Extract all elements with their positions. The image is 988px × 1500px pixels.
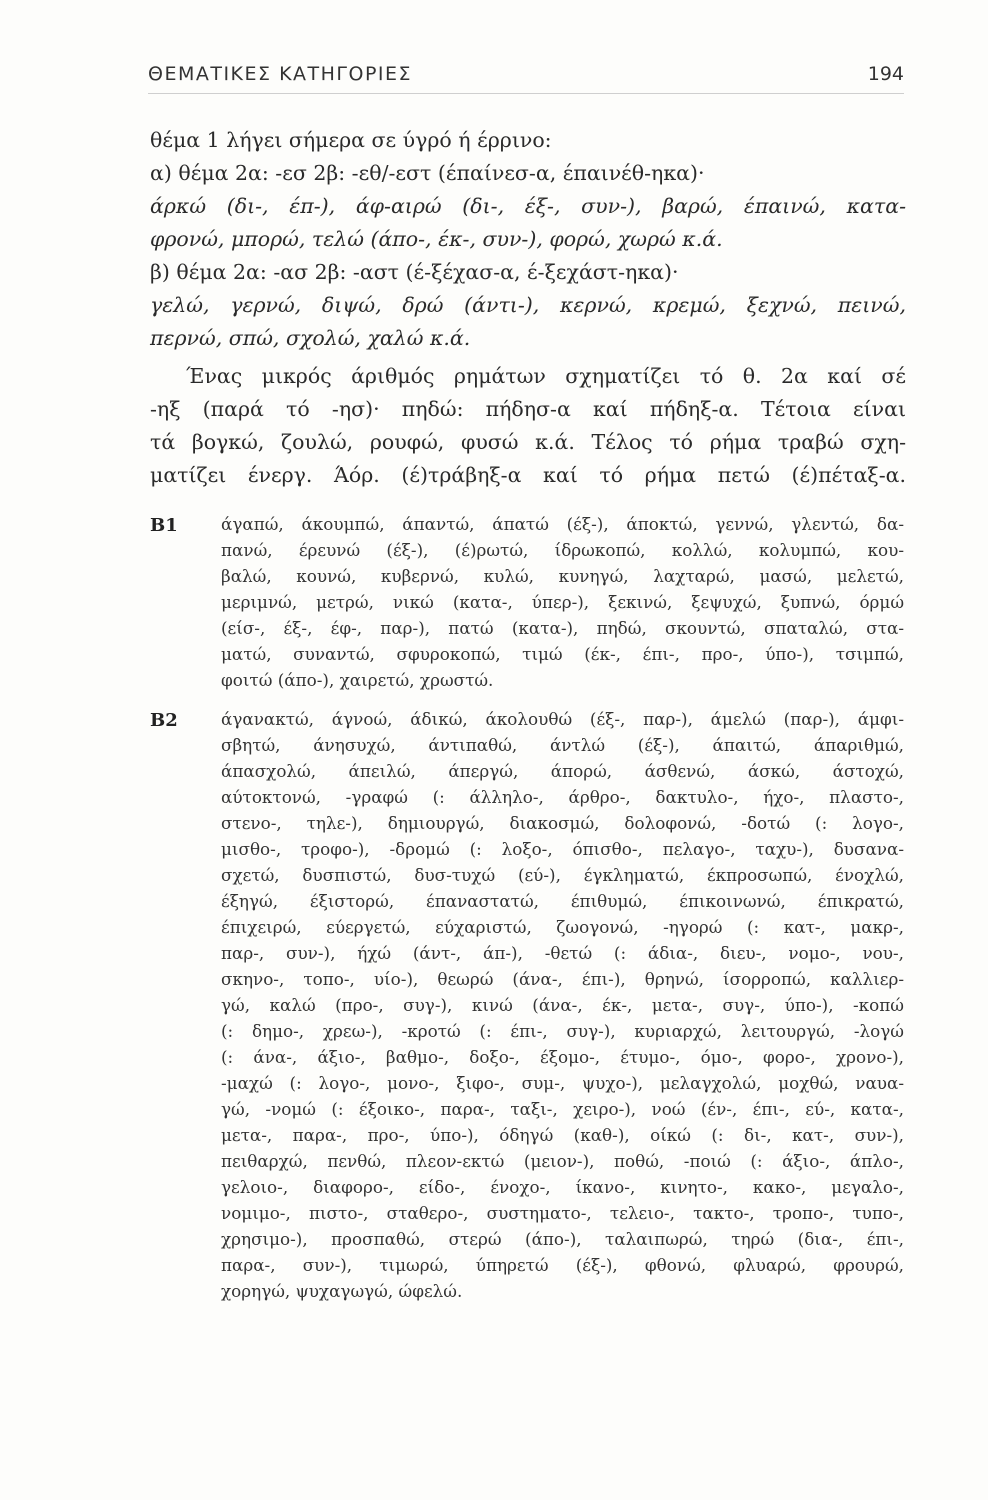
text-line: -ηξ (παρά τό -ησ)· πηδώ: πήδησ-α καί πήδηξ-α. Τέτοια είναι [150, 397, 906, 421]
text-line: τά βογκώ, ζουλώ, ρουφώ, φυσώ κ.ά. Τέλος τό ρήμα τραβώ σχη- [150, 430, 906, 454]
b2-line: χρησιμο-), προσπαθώ, στερώ (άπο-), ταλαιπωρώ, τηρώ (δια-, έπι-, [221, 1229, 904, 1249]
b1-line: βαλώ, κουνώ, κυβερνώ, κυλώ, κυνηγώ, λαχταρώ, μασώ, μελετώ, [221, 566, 904, 586]
section-label-b1: Β1 [150, 515, 178, 536]
b2-line: σβητώ, άνησυχώ, άντιπαθώ, άντλώ (έξ-), άπαιτώ, άπαριθμώ, [221, 735, 904, 755]
b2-line: (: δημο-, χρεω-), -κροτώ (: έπι-, συγ-), κυριαρχώ, λειτουργώ, -λογώ [221, 1021, 904, 1041]
b1-line: μεριμνώ, μετρώ, νικώ (κατα-, ύπερ-), ξεκινώ, ξεψυχώ, ξυπνώ, όρμώ [221, 592, 904, 612]
b2-line: στενο-, τηλε-), δημιουργώ, διακοσμώ, δολοφονώ, -δοτώ (: λογο-, [221, 813, 904, 833]
text-line: φρονώ, μπορώ, τελώ (άπο-, έκ-, συν-), φορώ, χωρώ κ.ά. [150, 227, 723, 251]
b2-line: άπασχολώ, άπειλώ, άπεργώ, άπορώ, άσθενώ, άσκώ, άστοχώ, [221, 761, 904, 781]
chapter-title: ΘΕΜΑΤΙΚΕΣ ΚΑΤΗΓΟΡΙΕΣ [148, 63, 413, 85]
b1-line: άγαπώ, άκουμπώ, άπαντώ, άπατώ (έξ-), άποκτώ, γεννώ, γλεντώ, δα- [221, 514, 904, 534]
text-line: β) θέμα 2α: -ασ 2β: -αστ (έ-ξέχασ-α, έ-ξεχάστ-ηκα)· [150, 260, 679, 284]
text-line: άρκώ (δι-, έπ-), άφ-αιρώ (δι-, έξ-, συν-), βαρώ, έπαινώ, κατα- [150, 194, 906, 218]
b2-line: έξηγώ, έξιστορώ, έπαναστατώ, έπιθυμώ, έπικοινωνώ, έπικρατώ, [221, 891, 904, 911]
b2-line: χορηγώ, ψυχαγωγώ, ώφελώ. [221, 1281, 463, 1301]
b2-line: γώ, καλώ (προ-, συγ-), κινώ (άνα-, έκ-, μετα-, συγ-, ύπο-), -κοπώ [221, 995, 904, 1015]
b1-line: πανώ, έρευνώ (έξ-), (έ)ρωτώ, ίδρωκοπώ, κολλώ, κολυμπώ, κου- [221, 540, 904, 560]
b2-line: μετα-, παρα-, προ-, ύπο-), όδηγώ (καθ-), οίκώ (: δι-, κατ-, συν-), [221, 1125, 904, 1145]
b2-line: (: άνα-, άξιο-, βαθμο-, δοξο-, έξομο-, έτυμο-, όμο-, φορο-, χρονο-), [221, 1047, 904, 1067]
b1-line: φοιτώ (άπο-), χαιρετώ, χρωστώ. [221, 670, 494, 690]
header-rule [148, 93, 904, 94]
text-line: θέμα 1 λήγει σήμερα σε ύγρό ή έρρινο: [150, 128, 552, 152]
b1-line: (είσ-, έξ-, έφ-, παρ-), πατώ (κατα-), πηδώ, σκουντώ, σπαταλώ, στα- [221, 618, 904, 638]
b2-line: -μαχώ (: λογο-, μονο-, ξιφο-, συμ-, ψυχο-), μελαγχολώ, μοχθώ, ναυα- [221, 1073, 904, 1093]
b2-line: παρ-, συν-), ήχώ (άντ-, άπ-), -θετώ (: άδια-, διευ-, νομο-, νου-, [221, 943, 904, 963]
text-line: α) θέμα 2α: -εσ 2β: -εθ/-εστ (έπαίνεσ-α, έπαινέθ-ηκα)· [150, 161, 705, 185]
b2-line: μισθο-, τροφο-), -δρομώ (: λοξο-, όπισθο-, πελαγο-, ταχυ-), δυσανα- [221, 839, 904, 859]
page-number: 194 [867, 63, 904, 85]
text-line: Ένας μικρός άριθμός ρημάτων σχηματίζει τό θ. 2α καί σέ [186, 364, 906, 388]
b2-line: σχετώ, δυσπιστώ, δυσ-τυχώ (εύ-), έγκληματώ, έκπροσωπώ, ένοχλώ, [221, 865, 904, 885]
section-label-b2: Β2 [150, 710, 178, 731]
b2-line: γελοιο-, διαφορο-, είδο-, ένοχο-, ίκανο-, κινητο-, κακο-, μεγαλο-, [221, 1177, 904, 1197]
b2-line: έπιχειρώ, εύεργετώ, εύχαριστώ, ζωογονώ, -ηγορώ (: κατ-, μακρ-, [221, 917, 904, 937]
b2-line: άγανακτώ, άγνοώ, άδικώ, άκολουθώ (έξ-, παρ-), άμελώ (παρ-), άμφι- [221, 709, 904, 729]
text-line: ματίζει ένεργ. Άόρ. (έ)τράβηξ-α καί τό ρήμα πετώ (έ)πέταξ-α. [150, 463, 906, 487]
b2-line: γώ, -νομώ (: έξοικο-, παρα-, ταξι-, χειρο-), νοώ (έν-, έπι-, εύ-, κατα-, [221, 1099, 904, 1119]
b2-line: αύτοκτονώ, -γραφώ (: άλληλο-, άρθρο-, δακτυλο-, ήχο-, πλαστο-, [221, 787, 904, 807]
b2-line: νομιμο-, πιστο-, σταθερο-, συστηματο-, τελειο-, τακτο-, τροπο-, τυπο-, [221, 1203, 904, 1223]
b1-line: ματώ, συναντώ, σφυροκοπώ, τιμώ (έκ-, έπι-, προ-, ύπο-), τσιμπώ, [221, 644, 904, 664]
text-line: γελώ, γερνώ, διψώ, δρώ (άντι-), κερνώ, κρεμώ, ξεχνώ, πεινώ, [150, 293, 906, 317]
b2-line: πειθαρχώ, πενθώ, πλεον-εκτώ (μειον-), ποθώ, -ποιώ (: άξιο-, άπλο-, [221, 1151, 904, 1171]
b2-line: σκηνο-, τοπο-, υίο-), θεωρώ (άνα-, έπι-), θρηνώ, ίσορροπώ, καλλιερ- [221, 969, 904, 989]
b2-line: παρα-, συν-), τιμωρώ, ύπηρετώ (έξ-), φθονώ, φλυαρώ, φρουρώ, [221, 1255, 904, 1275]
text-line: περνώ, σπώ, σχολώ, χαλώ κ.ά. [150, 326, 471, 350]
running-head [148, 63, 904, 83]
